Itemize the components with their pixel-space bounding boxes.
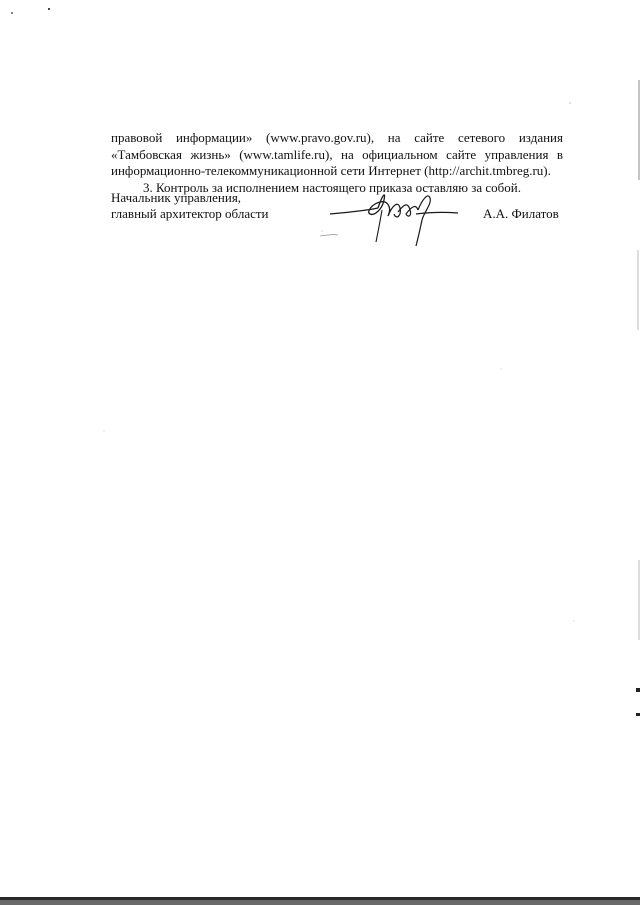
scan-bottom-edge bbox=[0, 897, 640, 905]
paragraph-line-2: «Тамбовская жизнь» (www.tamlife.ru), на официальном сайте управления в bbox=[111, 146, 563, 162]
signatory-position bbox=[111, 190, 269, 222]
paragraph-line-3: информационно-телекоммуникационной сети Интернет (http://archit.tmbreg.ru). bbox=[111, 163, 551, 178]
handwritten-signature bbox=[312, 186, 462, 276]
signatory-position-line-1: Начальник управления, bbox=[111, 190, 242, 205]
paragraph-line-1: правовой информации» (www.pravo.gov.ru), на сайте сетевого издания bbox=[111, 130, 563, 145]
scan-edge-marks bbox=[630, 0, 640, 905]
signatory-name: А.А. Филатов bbox=[483, 206, 559, 221]
signatory-position-line-2: главный архитектор области bbox=[111, 206, 269, 221]
item-3-text: 3. Контроль за исполнением настоящего приказа оставляю за собой. bbox=[143, 179, 521, 195]
